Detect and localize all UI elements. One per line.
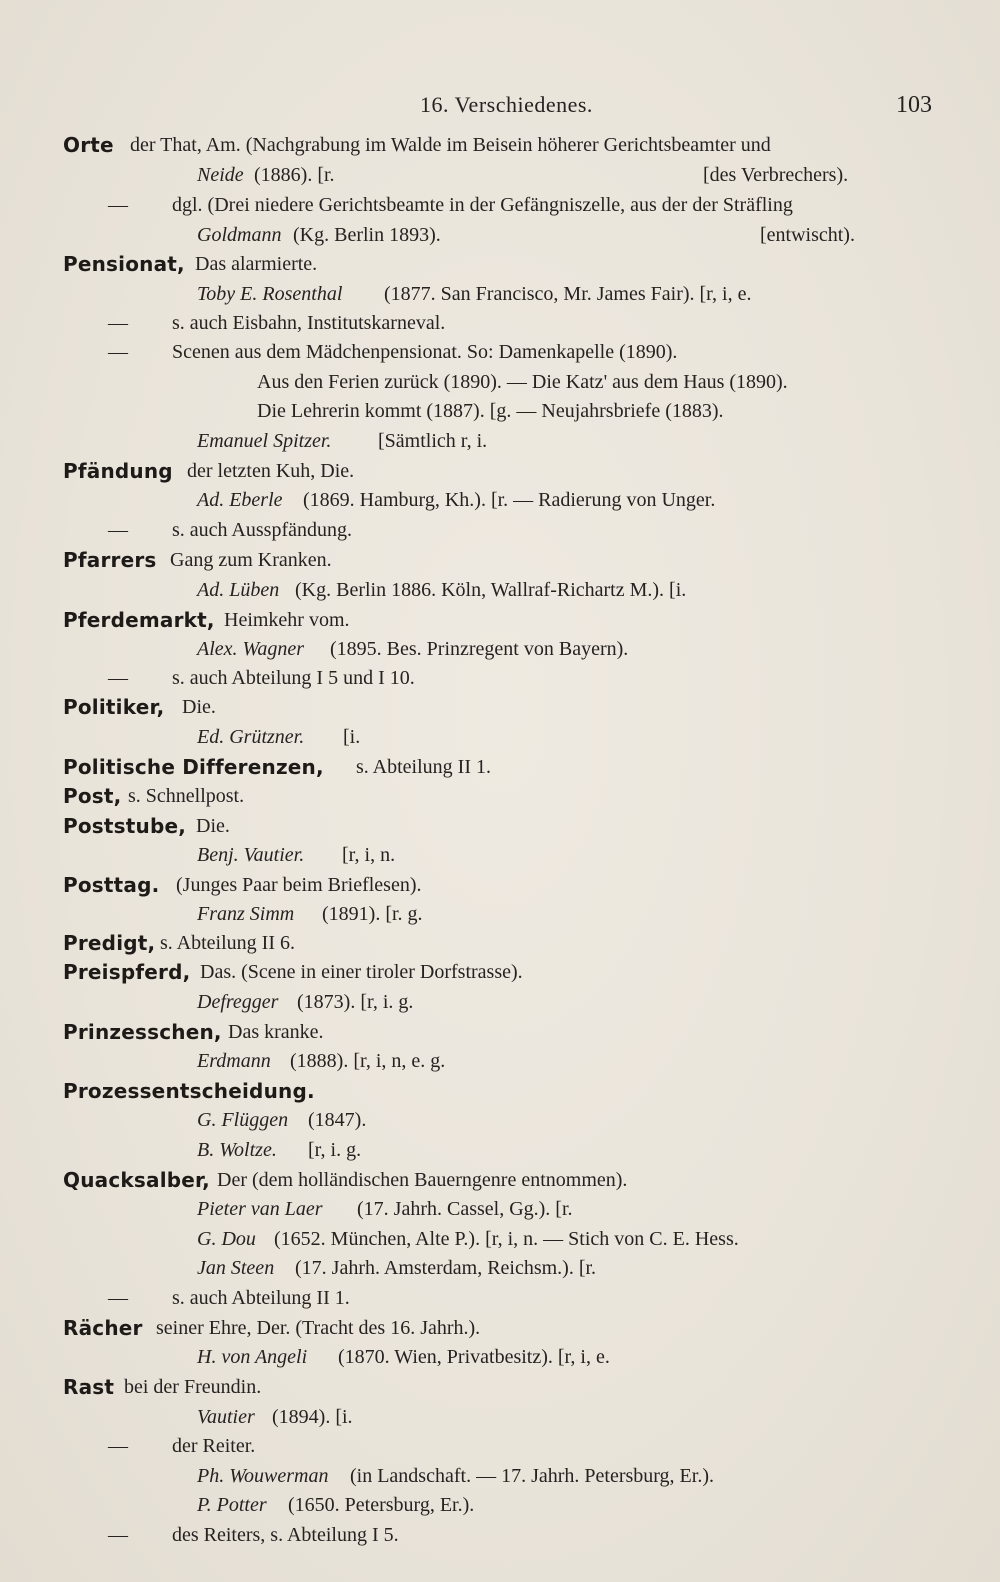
index-line [0,1046,1000,1076]
entry-text: (1877. San Francisco, Mr. James Fair). [r, i, e. [384,283,752,305]
index-line [0,337,1000,367]
artist-name: Franz Simm [197,903,295,925]
entry-keyword: Posttag. [63,873,160,897]
index-line [0,722,1000,752]
entry-text: Das alarmierte. [195,253,318,275]
index-line [0,692,1000,722]
artist-name: Emanuel Spitzer. [197,430,332,452]
artist-name: Erdmann [197,1050,271,1072]
artist-name: G. Flüggen [197,1109,289,1131]
entry-text: s. auch Abteilung I 5 und I 10. [172,667,415,689]
entry-keyword: Rächer [63,1316,143,1340]
page-header [0,92,1000,132]
entry-text: s. Abteilung II 6. [160,932,295,954]
index-line [0,811,1000,841]
ditto-dash: — [108,519,128,541]
index-line [0,1165,1000,1195]
index-line [0,545,1000,575]
entry-text: (1894). [i. [272,1406,353,1428]
entry-text: (1870. Wien, Privatbesitz). [r, i, e. [338,1346,610,1368]
entry-text: s. auch Ausspfändung. [172,519,352,541]
index-line [0,426,1000,456]
entry-text: (1888). [r, i, n, e. g. [290,1050,446,1072]
entry-text: der letzten Kuh, Die. [187,460,355,482]
index-line [0,1313,1000,1343]
entry-text: s. Abteilung II 1. [356,756,491,778]
artist-name: Defregger [197,991,279,1013]
index-line [0,575,1000,605]
entry-keyword: Pferdemarkt, [63,608,215,632]
artist-name: H. von Angeli [197,1346,308,1368]
artist-name: Goldmann [197,224,282,246]
index-line [0,308,1000,338]
entry-text: (Junges Paar beim Brieflesen). [176,874,422,896]
entry-text: (Kg. Berlin 1886. Köln, Wallraf-Richartz M.). [i. [295,579,687,601]
entry-text: (17. Jahrh. Cassel, Gg.). [r. [357,1198,573,1220]
index-line [0,130,1000,160]
index-line [0,367,1000,397]
entry-keyword: Politische Differenzen, [63,755,324,779]
entry-keyword: Prozessentscheidung. [63,1079,315,1103]
entry-text: (1652. München, Alte P.). [r, i, n. — Stich von C. E. Hess. [274,1228,739,1250]
index-line [0,1342,1000,1372]
index-line [0,1431,1000,1461]
entry-text: [des Verbrechers). [703,164,849,186]
artist-name: G. Dou [197,1228,256,1250]
index-line [0,1076,1000,1106]
index-line [0,1283,1000,1313]
index-line [0,1135,1000,1165]
entry-text: seiner Ehre, Der. (Tracht des 16. Jahrh.). [156,1317,481,1339]
index-line [0,456,1000,486]
entry-text: (Kg. Berlin 1893). [293,224,441,246]
page-number: 103 [896,92,932,118]
index-line [0,1520,1000,1550]
entry-keyword: Politiker, [63,695,165,719]
index-line [0,396,1000,426]
ditto-dash: — [108,1435,128,1457]
entry-text: des Reiters, s. Abteilung I 5. [172,1524,399,1546]
artist-name: P. Potter [197,1494,267,1516]
index-line [0,1461,1000,1491]
artist-name: Toby E. Rosenthal [197,283,343,305]
index-line [0,249,1000,279]
index-line [0,899,1000,929]
ditto-dash: — [108,194,128,216]
artist-name: Ph. Wouwerman [197,1465,329,1487]
entry-text: bei der Freundin. [124,1376,262,1398]
entry-keyword: Pfändung [63,459,173,483]
index-line [0,190,1000,220]
entry-text: (1891). [r. g. [322,903,423,925]
index-line [0,987,1000,1017]
entry-keyword: Post, [63,784,122,808]
ditto-dash: — [108,1287,128,1309]
entry-text: dgl. (Drei niedere Gerichtsbeamte in der Gefängniszelle, aus der der Sträfling [172,194,793,216]
entry-text: [i. [343,726,361,748]
artist-name: Ed. Grützner. [197,726,305,748]
index-line [0,1105,1000,1135]
entry-keyword: Predigt, [63,931,156,955]
entry-text: Das kranke. [228,1021,324,1043]
entry-text: Die Lehrerin kommt (1887). [g. — Neujahrsbriefe (1883). [257,400,724,422]
entry-keyword: Orte [63,133,114,157]
index-line [0,781,1000,811]
index-line [0,840,1000,870]
index-line [0,220,1000,250]
entry-text: Die. [182,696,216,718]
entry-text: der Reiter. [172,1435,256,1457]
entry-text: (1650. Petersburg, Er.). [288,1494,475,1516]
index-line [0,870,1000,900]
entry-text: Der (dem holländischen Bauerngenre entnommen). [217,1169,628,1191]
entry-text: der That, Am. (Nachgrabung im Walde im Beisein höherer Gerichtsbeamter und [130,134,771,156]
entry-keyword: Poststube, [63,814,187,838]
entry-keyword: Quacksalber, [63,1168,210,1192]
entry-keyword: Pfarrers [63,548,157,572]
index-line [0,1194,1000,1224]
entry-text: [Sämtlich r, i. [378,430,488,452]
entry-keyword: Preispferd, [63,960,191,984]
entry-text: [r, i, n. [342,844,396,866]
entry-text: (17. Jahrh. Amsterdam, Reichsm.). [r. [295,1257,597,1279]
entry-keyword: Rast [63,1375,115,1399]
entry-text: s. auch Eisbahn, Institutskarneval. [172,312,446,334]
entry-text: s. auch Abteilung II 1. [172,1287,350,1309]
entry-text: Das. (Scene in einer tiroler Dorfstrasse). [200,961,523,983]
entry-text: (1847). [308,1109,367,1131]
artist-name: Vautier [197,1406,255,1428]
index-line [0,515,1000,545]
entry-text: Gang zum Kranken. [170,549,332,571]
artist-name: Alex. Wagner [197,638,305,660]
entry-text: [entwischt). [760,224,855,246]
index-line [0,279,1000,309]
index-line [0,605,1000,635]
entry-text: s. Schnellpost. [128,785,245,807]
index-line [0,928,1000,958]
index-line [0,1372,1000,1402]
entry-text: (1886). [r. [254,164,335,186]
index-line [0,485,1000,515]
index-line [0,1253,1000,1283]
entry-text: Heimkehr vom. [224,609,350,631]
index-line [0,1402,1000,1432]
index-line [0,634,1000,664]
running-title: 16. Verschiedenes. [420,92,593,117]
index-line [0,160,1000,190]
entry-keyword: Pensionat, [63,252,185,276]
ditto-dash: — [108,667,128,689]
ditto-dash: — [108,1524,128,1546]
ditto-dash: — [108,312,128,334]
artist-name: Pieter van Laer [197,1198,323,1220]
entry-text: Die. [196,815,230,837]
artist-name: Benj. Vautier. [197,844,305,866]
artist-name: Jan Steen [197,1257,275,1279]
entry-text: [r, i. g. [308,1139,362,1161]
entry-text: (in Landschaft. — 17. Jahrh. Petersburg, Er.). [350,1465,714,1487]
entry-text: Scenen aus dem Mädchenpensionat. So: Damenkapelle (1890). [172,341,678,363]
entry-text: Aus den Ferien zurück (1890). — Die Katz' aus dem Haus (1890). [257,371,788,393]
artist-name: Ad. Eberle [197,489,283,511]
entry-text: (1869. Hamburg, Kh.). [r. — Radierung von Unger. [303,489,716,511]
index-line [0,1224,1000,1254]
artist-name: Neide [197,164,244,186]
index-line [0,1017,1000,1047]
artist-name: Ad. Lüben [197,579,280,601]
entry-keyword: Prinzesschen, [63,1020,222,1044]
entry-text: (1895. Bes. Prinzregent von Bayern). [330,638,629,660]
index-line [0,957,1000,987]
index-line [0,752,1000,782]
index-line [0,663,1000,693]
ditto-dash: — [108,341,128,363]
entry-text: (1873). [r, i. g. [297,991,414,1013]
artist-name: B. Woltze. [197,1139,277,1161]
index-line [0,1490,1000,1520]
